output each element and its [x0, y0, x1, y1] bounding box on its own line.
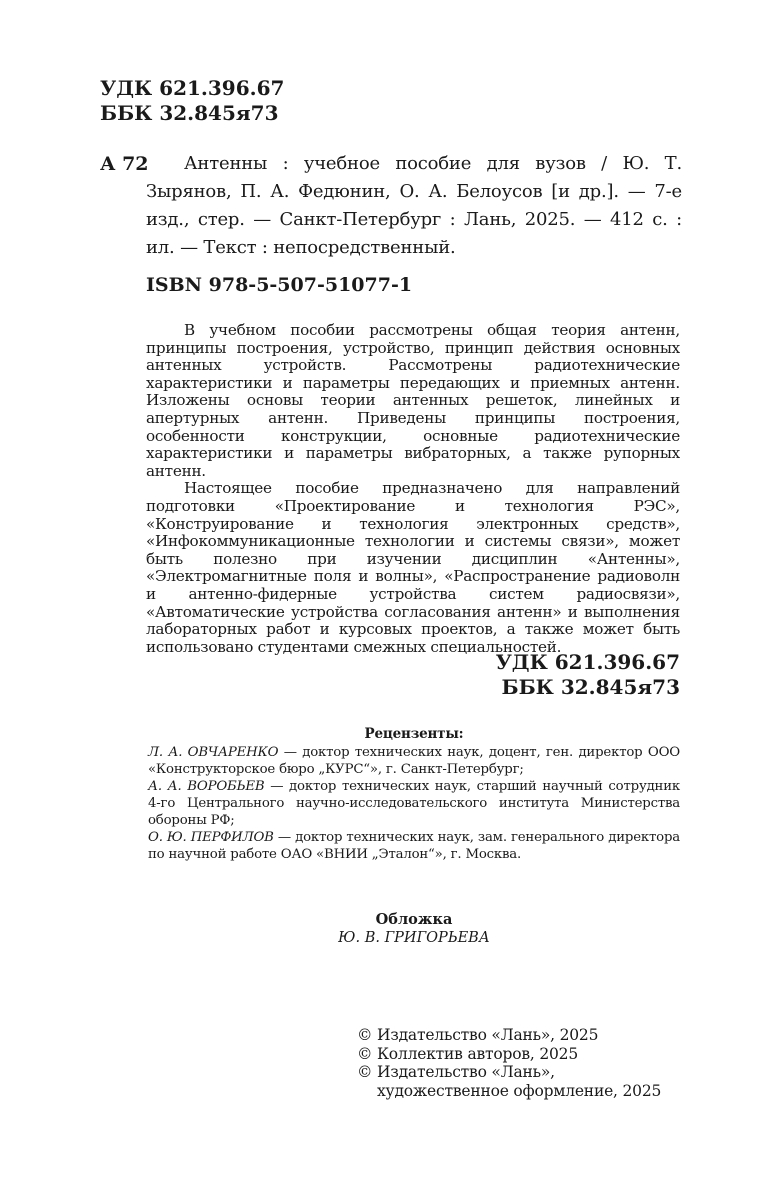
cover-title: Обложка	[375, 911, 453, 928]
copyright-icon: ©	[357, 1026, 373, 1044]
reviewer-2-name: А. А. ВОРОБЬЕВ	[148, 779, 265, 794]
copyright-icon: ©	[357, 1044, 373, 1063]
reviewers-block	[148, 726, 680, 863]
reviewer-1-name: Л. А. ОВЧАРЕНКО	[148, 745, 279, 760]
author-sign: А 72	[100, 153, 149, 175]
copyright-line-3	[357, 1063, 661, 1082]
copyright-text-2: Коллектив авторов, 2025	[377, 1044, 578, 1063]
copyright-text-3a: Издательство «Лань»,	[377, 1063, 555, 1081]
annotation-paragraph-2: Настоящее пособие предназначено для направлений подготовки «Проектирование и технология РЭС», «Конструирование и технология электронных средств», «Инфокоммуникационные технологии и системы связи», может быть полезно при изучении дисциплин «Антенны», «Электромагнитные поля и волны», «Распространение радиоволн и антенно-фидерные устройства систем радиосвязи», «Автоматические устройства согласования антенн» и выполнения лабораторных работ и курсовых проектов, а также может быть использовано студентами смежных специальностей.	[146, 479, 680, 656]
copyright-icon: ©	[357, 1063, 373, 1081]
cover-designer-name: Ю. В. ГРИГОРЬЕВА	[338, 930, 490, 946]
annotation	[146, 322, 680, 656]
bibliographic-record	[100, 150, 682, 262]
bbk-code-bottom: ББК 32.845я73	[501, 675, 680, 699]
isbn: ISBN 978-5-507-51077-1	[146, 274, 413, 296]
classification-top	[100, 76, 284, 126]
copyright-line-1	[357, 1026, 661, 1045]
reviewer-2-text: — доктор технических наук, старший научный сотрудник 4-го Центрального научно-исследовательского института Министерства обороны РФ;	[148, 779, 680, 828]
udk-code-bottom: УДК 621.396.67	[495, 650, 680, 674]
annotation-paragraph-1: В учебном пособии рассмотрены общая теория антенн, принципы построения, устройство, принцип действия основных антенных устройств. Рассмотрены радиотехнические характеристики и параметры передающих и приемных антенн. Изложены основы теории антенных решеток, линейных и апертурных антенн. Приведены принципы построения, особенности конструкции, основные радиотехнические характеристики и параметры вибраторных, а также рупорных антенн.	[146, 321, 680, 480]
classification-bottom	[496, 650, 680, 700]
copyright-block	[357, 1026, 661, 1100]
reviewer-3-name: О. Ю. ПЕРФИЛОВ	[148, 830, 274, 845]
reviewer-3	[148, 829, 680, 863]
bbk-code-top: ББК 32.845я73	[100, 101, 279, 125]
reviewer-3-text: — доктор технических наук, зам. генерального директора по научной работе ОАО «ВНИИ „Эталон“», г. Москва.	[148, 830, 680, 862]
reviewers-title: Рецензенты:	[364, 726, 464, 742]
copyright-line-2	[357, 1045, 661, 1064]
reviewer-1	[148, 744, 680, 778]
copyright-text-3b: художественное оформление, 2025	[377, 1081, 662, 1100]
reviewer-2	[148, 778, 680, 829]
reviewer-1-text: — доктор технических наук, доцент, ген. директор ООО «Конструкторское бюро „КУРС“», г. Санкт-Петербург;	[148, 745, 680, 777]
cover-credit	[148, 910, 680, 948]
copyright-text-1: Издательство «Лань», 2025	[377, 1026, 599, 1044]
bibliographic-entry: Антенны : учебное пособие для вузов / Ю. Т. Зырянов, П. А. Федюнин, О. А. Белоусов [и др.]. — 7-е изд., стер. — Санкт-Петербург : Лань, 2025. — 412 с. : ил. — Текст : непосредственный.	[146, 153, 682, 258]
udk-code-top: УДК 621.396.67	[100, 76, 285, 100]
